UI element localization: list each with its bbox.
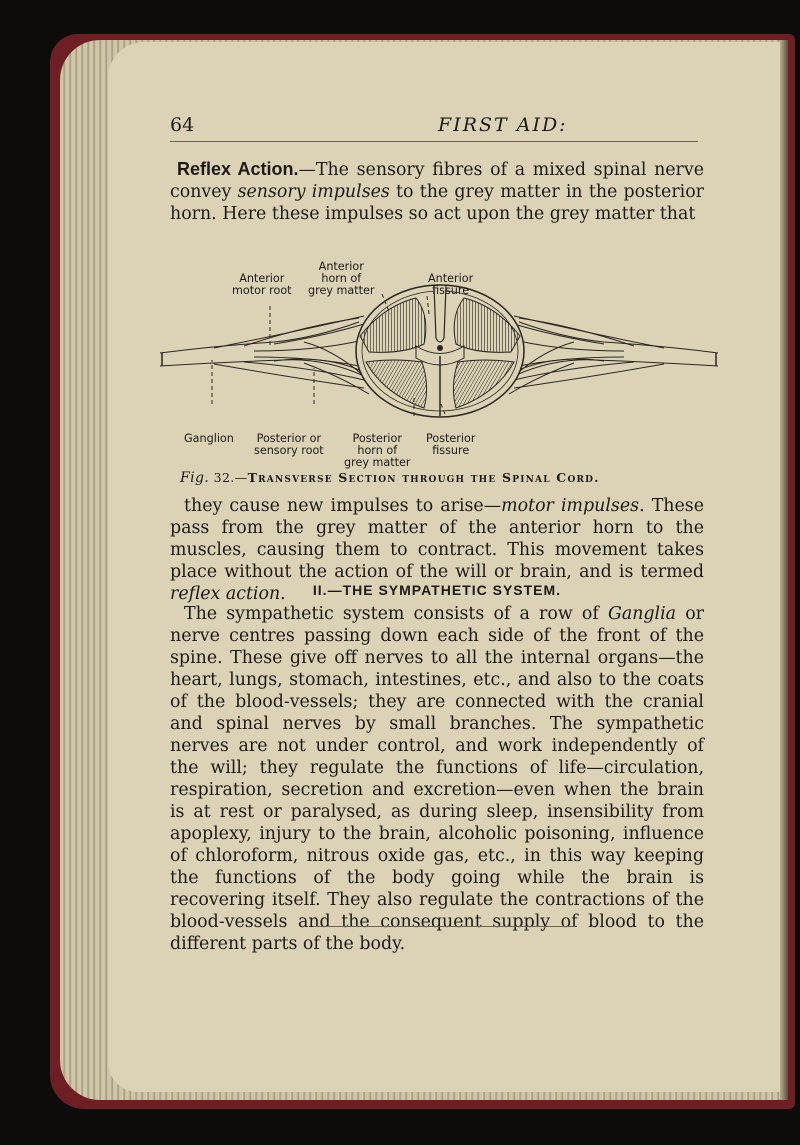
- label-posterior-fissure: Posterior fissure: [426, 432, 476, 457]
- reflex-cont-text-2: . These pass from the grey matter of the anterior horn to the muscles, causing them to contract. This movement takes place without the action of the will or brain, and is termed: [170, 496, 704, 582]
- left-nerve: [160, 316, 369, 394]
- paragraph-sympathetic: [170, 603, 704, 955]
- reflex-cont-text-3: .: [280, 584, 286, 604]
- reflex-text-2: to the grey matter in the posterior horn. Here these impulses so act upon the grey matter that: [170, 182, 704, 224]
- label-anterior-fissure: Anterior fissure: [428, 272, 474, 297]
- spinal-cord-section: [356, 285, 524, 417]
- header-rule: [170, 141, 698, 142]
- figure-caption: [180, 470, 700, 486]
- footer-rule: [313, 926, 575, 927]
- caption-fig: Fig.: [180, 470, 210, 486]
- section-heading-sympathetic: II.—THE SYMPATHETIC SYSTEM.: [312, 582, 562, 598]
- page-edge-right: [780, 40, 788, 1100]
- reflex-em-reflex-action: reflex action: [170, 584, 281, 604]
- reflex-text-1: —The sensory fibres of a mixed spinal nerve convey: [170, 160, 704, 202]
- label-posterior-sensory-root: Posterior or sensory root: [254, 432, 324, 457]
- sympathetic-em-ganglia: Ganglia: [607, 604, 677, 624]
- spinal-cord-illustration: [154, 226, 724, 466]
- reflex-em-sensory: sensory impulses: [237, 182, 390, 202]
- page-number: 64: [170, 114, 195, 136]
- label-anterior-motor-root: Anterior motor root: [232, 272, 292, 297]
- right-nerve: [509, 316, 718, 394]
- section-heading-reflex: Reflex Action.: [177, 159, 299, 179]
- label-posterior-horn: Posterior horn of grey matter: [344, 432, 411, 469]
- sympathetic-text-2: or nerve centres passing down each side of the front of the spine. These give off nerves to all the internal organs—the heart, lungs, stomach, intestines, etc., and also to the coats of the blood-vessels; they are connected with the cranial and spinal nerves by small branches. The sympathetic nerves are not under control, and work independently of the will; they regulate the functions of life—circulation, respiration, secretion and excretion—even when the brain is at rest or paralysed, as during sleep, insensibility from apoplexy, injury to the brain, alcoholic poisoning, influence of chloroform, nitrous oxide gas, etc., in this way keeping the functions of the body going while the brain is recovering itself. They also regulate the contractions of the blood-vessels and the consequent supply of blood to the different parts of the body.: [170, 604, 704, 954]
- label-ganglion: Ganglion: [184, 432, 234, 445]
- caption-number: 32.—: [213, 470, 248, 485]
- label-anterior-horn: Anterior horn of grey matter: [308, 260, 375, 297]
- caption-text: Transverse Section through the Spinal Cord.: [247, 470, 600, 485]
- reflex-em-motor: motor impulses: [501, 496, 640, 516]
- spinal-cord-figure: [154, 226, 724, 486]
- book-page: [108, 42, 780, 1092]
- sympathetic-text-1: The sympathetic system consists of a row of: [184, 604, 608, 624]
- page-header: [170, 114, 760, 140]
- running-title: FIRST AID:: [438, 114, 568, 136]
- reflex-cont-text-1: they cause new impulses to arise—: [184, 496, 502, 516]
- paragraph-reflex-action: [170, 158, 704, 225]
